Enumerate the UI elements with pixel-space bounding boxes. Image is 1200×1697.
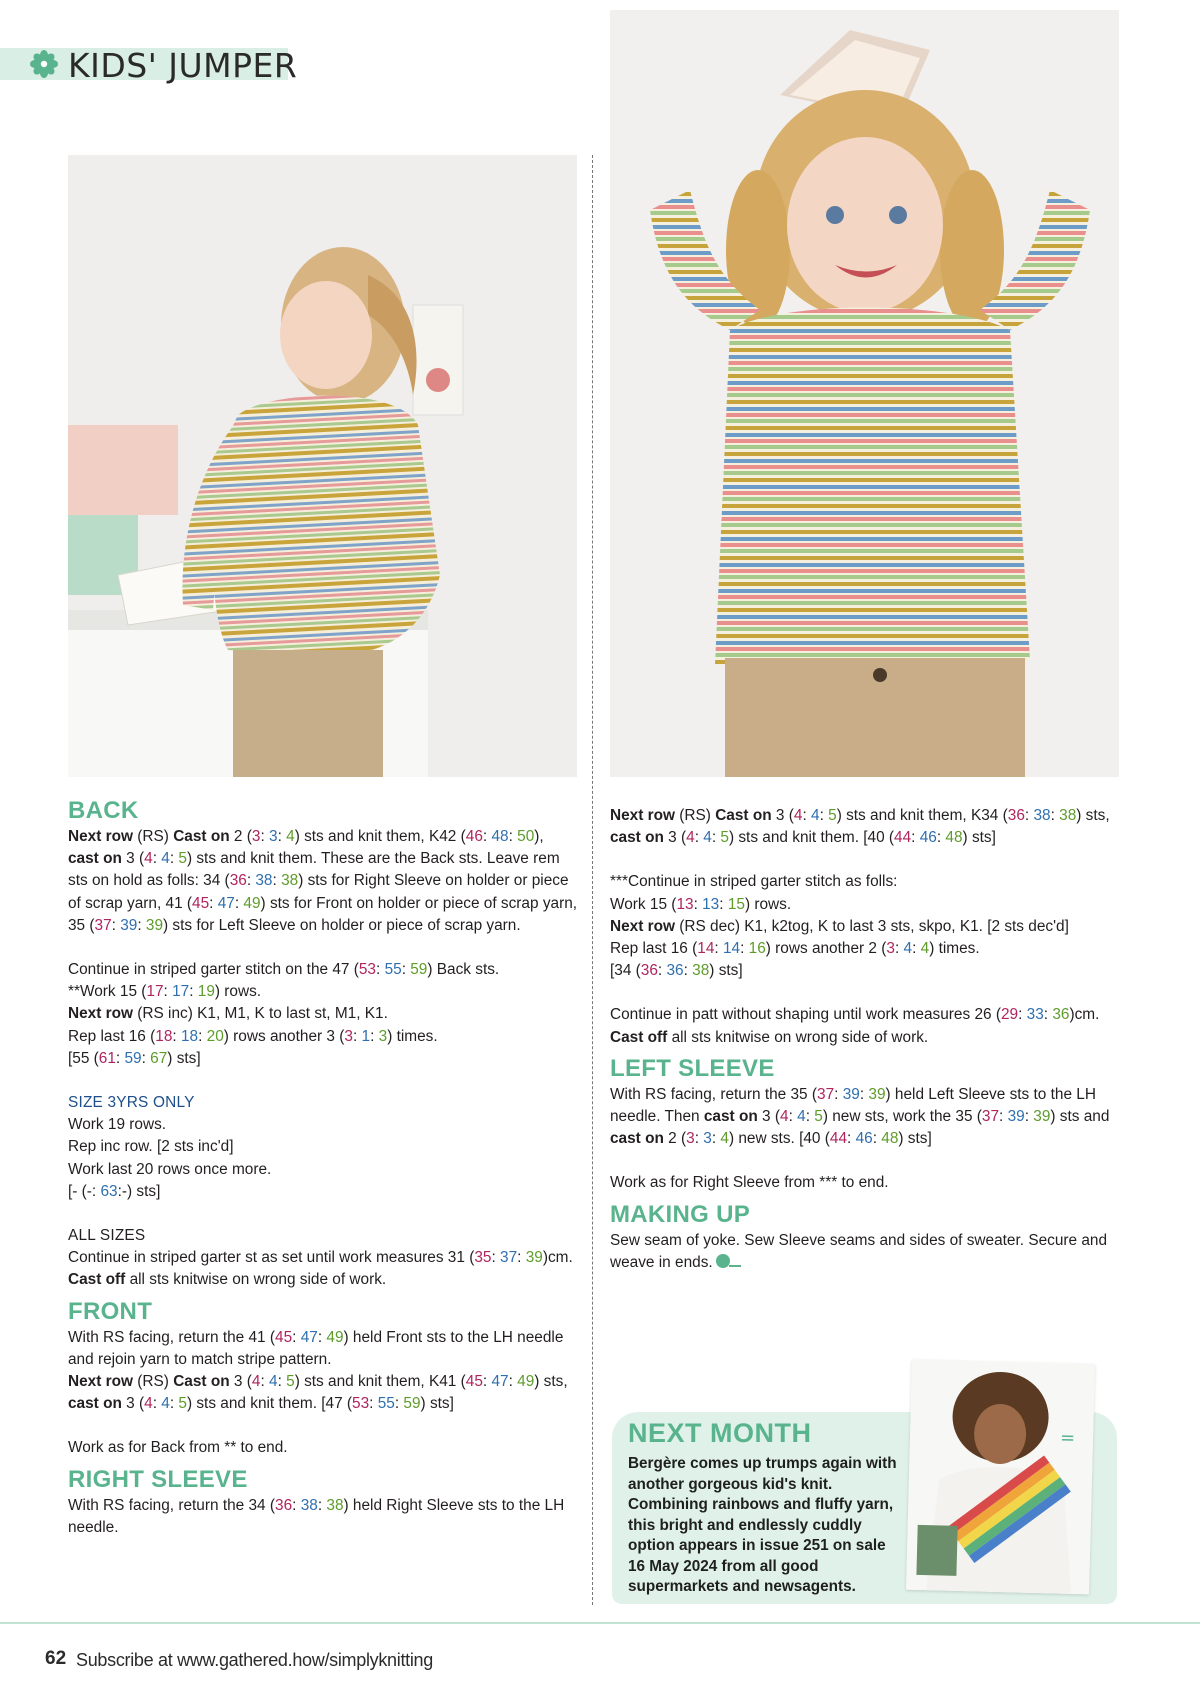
text-run: : [152,1395,162,1413]
size-value: 38 [1033,807,1051,824]
text-run: ) times. [387,1027,438,1045]
text-run: : [292,1496,301,1514]
text-run: : [115,1049,125,1067]
text-run: ) rows. [214,983,262,1001]
text-run: [34 ( [610,962,641,980]
paragraph [610,1027,1120,1049]
text-run: (RS) [675,807,716,824]
text-run: : [277,1373,287,1391]
text-run: : [683,962,693,980]
text-run: : [911,829,920,847]
text-run: ***Continue in striped garter stitch as folls: [610,873,898,891]
text-run: : [788,1108,798,1126]
text-run: : [260,828,269,845]
size-value: 13 [676,895,694,913]
text-run: : [999,1108,1008,1126]
bold-term: Cast on [173,828,230,845]
text-run: ) sts, [1076,807,1110,824]
svg-text:=: = [1059,1427,1076,1449]
size-value: 1 [361,1027,371,1045]
photo-girl-front-view [610,10,1119,777]
next-month-photo [906,1360,1095,1595]
text-run: : [152,850,162,868]
flower-icon [30,50,58,78]
size-value: 16 [748,940,766,958]
size-value: 4 [793,807,803,824]
text-run: Rep last 16 ( [610,940,698,958]
size-value: 61 [98,1049,116,1067]
size-value: 37 [500,1249,518,1267]
size-value: 38 [300,1496,318,1514]
text-run: : [1043,1006,1053,1024]
size-value: 48 [491,828,509,845]
subheading-all-sizes: ALL SIZES [68,1227,146,1245]
text-run: 3 ( [121,850,145,868]
text-run: ) held Right Sleeve sts to the LH needle. [68,1496,565,1536]
paragraph [68,1247,578,1269]
text-run: : [260,1373,269,1391]
text-run: : [246,872,256,890]
text-run: ) sts] [962,829,996,847]
bold-term: cast on [610,829,664,847]
text-run: : [277,828,287,845]
text-run: ) sts] [420,1395,454,1413]
size-value: 36 [1007,807,1025,824]
paragraph [68,1437,578,1459]
text-run: : [847,1130,856,1148]
size-value: 29 [1000,1006,1019,1024]
size-value: 4 [161,1395,170,1413]
size-value: 3 [344,1027,353,1045]
size-value: 4 [251,1373,261,1391]
text-run: : [482,828,492,845]
size-value: 38 [255,872,273,890]
size-value: 50 [517,828,535,845]
text-run: ) sts for Right Sleeve on holder or piece of scrap yarn, 41 ( [68,872,569,912]
size-value: 55 [377,1395,395,1413]
text-run: Continue in patt without shaping until work measures 26 ( [610,1006,1001,1024]
bold-term: Next row [68,828,133,845]
text-run: (RS) [133,828,174,845]
text-run: : [234,894,244,912]
size-value: 47 [300,1328,318,1346]
text-run: ) new sts, work the 35 ( [822,1108,982,1126]
pattern-column-right [610,805,1120,1274]
paragraph [610,960,1120,982]
text-run: : [394,1395,404,1413]
size-value: 20 [206,1027,224,1045]
text-run: With RS facing, return the 41 ( [68,1328,276,1346]
text-run: 3 ( [771,807,794,824]
text-run: 3 ( [663,829,687,847]
size-value: 4 [920,940,930,958]
footer-rule [0,1622,1200,1624]
size-value: 36 [275,1496,293,1514]
size-value: 3 [886,940,895,958]
pattern-column-left [68,797,578,1539]
text-run: Work 15 ( [610,895,677,913]
text-run: : [169,850,179,868]
size-value: 4 [780,1108,789,1126]
size-value: 3 [251,828,261,845]
paragraph [68,1371,578,1415]
paragraph [610,894,1120,916]
size-value: 3 [703,1130,712,1148]
text-run: )cm. [1069,1006,1100,1024]
text-run: : [894,940,904,958]
text-run: : [209,894,218,912]
size-value: 59 [124,1049,142,1067]
size-value: 63 [100,1182,118,1200]
paragraph [610,1084,1120,1151]
making-up-text [610,1232,1107,1271]
text-run: ) sts for Left Sleeve on holder or piece of scrap yarn. [163,916,521,934]
text-run: Continue in striped garter st as set until work measures 31 ( [68,1249,475,1267]
size-value: 13 [702,895,720,913]
size-value: 36 [640,962,658,980]
size-value: 44 [894,829,912,847]
text-run: ) sts] [167,1049,201,1067]
size-value: 46 [465,828,483,845]
text-run: : [1024,807,1034,824]
text-run: all sts knitwise on wrong side of work. [125,1271,387,1289]
size-value: 4 [144,1395,153,1413]
size-value: 4 [811,807,820,824]
heading-right-sleeve: RIGHT SLEEVE [68,1465,248,1493]
text-run: : [694,829,704,847]
size-value: 5 [720,829,729,847]
text-run: : [1024,1108,1034,1126]
text-run: ) sts and knit them. [47 ( [186,1395,353,1413]
bold-term: Cast off [610,1028,668,1046]
size-value: 3 [686,1130,695,1148]
text-run: : [719,895,728,913]
size-value: 39 [120,916,138,934]
size-value: 38 [281,872,299,890]
heading-left-sleeve: LEFT SLEEVE [610,1054,775,1082]
text-run: ) sts, [534,1373,568,1391]
subscribe-link[interactable]: Subscribe at www.gathered.how/simplyknitting [76,1650,433,1670]
size-value: 4 [286,828,295,845]
text-run: : [317,1328,327,1346]
text-run: : [859,1085,869,1103]
bold-term: cast on [68,1395,122,1413]
text-run: With RS facing, return the 34 ( [68,1496,276,1514]
size-value: 4 [161,850,170,868]
paragraph [610,916,1120,938]
paragraph: Work 19 rows. [68,1116,167,1134]
size-value: 4 [144,850,153,868]
size-value: 36 [229,872,247,890]
text-run: [- (-: [68,1182,101,1200]
text-run: : [711,1130,721,1148]
size-value: 17 [146,983,164,1001]
text-run: : [111,916,121,934]
text-run: :-) sts] [117,1182,161,1200]
size-value: 45 [192,894,210,912]
text-run: ) sts and knit them, K42 ( [294,828,466,845]
size-value: 38 [1059,807,1077,824]
size-value: 39 [842,1085,860,1103]
size-value: 38 [692,962,710,980]
size-value: 19 [197,983,215,1001]
paragraph [68,1003,578,1025]
text-run: : [189,983,198,1001]
paragraph [610,1172,1120,1194]
bold-term: cast on [68,850,122,868]
size-value: 4 [720,1130,729,1148]
size-value: 45 [275,1328,293,1346]
paragraph [68,981,578,1003]
size-value: 39 [525,1249,543,1267]
next-month-text: Bergère comes up trumps again with another gorgeous kid's knit. Combining rainbows and fluffy yarn, this bright and endlessly cuddly option appears in issue 251 on sale 16 May 2024 from all good supermarkets and newsagents. [628,1455,897,1595]
text-run: : [517,1249,526,1267]
text-run: : [198,1027,207,1045]
text-run: (RS dec) K1, k2tog, K to last 3 sts, skpo, K1. [2 sts dec'd] [675,917,1069,935]
size-value: 59 [403,1395,421,1413]
bold-term: cast on [610,1130,664,1148]
size-value: 39 [145,916,164,934]
text-run: With RS facing, return the 35 ( [610,1085,818,1103]
text-run: ) sts and [1050,1108,1110,1126]
paragraph: Rep inc row. [2 sts inc'd] [68,1138,234,1156]
text-run: : [272,872,282,890]
text-run: ) sts] [898,1130,932,1148]
size-value: 39 [868,1085,886,1103]
paragraph [610,871,1120,893]
size-value: 3 [378,1027,388,1045]
text-run: Sew seam of yoke. Sew Sleeve seams and sides of sweater. Secure and weave in ends. [610,1231,1108,1271]
text-run: ) held Front sts to the LH needle and rejoin yarn to match stripe pattern. [68,1328,564,1368]
text-run: : [163,983,173,1001]
text-run: : [508,1373,518,1391]
text-run: ) sts] [709,962,743,980]
text-run: (RS inc) K1, M1, K to last st, M1, K1. [133,1005,388,1023]
text-run: ) new sts. [40 ( [728,1130,830,1148]
text-run: : [137,916,146,934]
text-run: : [711,829,721,847]
size-value: 49 [517,1373,535,1391]
text-run: : [834,1085,843,1103]
text-run: )cm. [542,1249,573,1267]
text-run: ) sts for Front on holder or piece of scrap yarn, 35 ( [68,894,578,934]
size-value: 36 [1052,1006,1070,1024]
size-value: 67 [150,1049,168,1067]
page-title: KIDS' JUMPER [68,46,298,85]
paragraph [68,1181,578,1203]
bold-term: Cast off [68,1271,126,1289]
heading-back: BACK [68,797,139,824]
text-run: : [401,961,411,979]
text-run: ) rows another 3 ( [223,1027,345,1045]
size-value: 45 [465,1373,483,1391]
size-value: 39 [1007,1108,1025,1126]
text-run: 2 ( [663,1130,687,1148]
text-run: : [352,1027,362,1045]
text-run: Rep last 16 ( [68,1027,156,1045]
paragraph [610,938,1120,960]
size-value: 39 [1033,1108,1051,1126]
subheading-size-3yrs: SIZE 3YRS ONLY [68,1094,195,1112]
size-value: 4 [703,829,712,847]
bold-term: Next row [68,1005,133,1023]
size-value: 48 [881,1130,899,1148]
heading-making-up: MAKING UP [610,1200,751,1228]
size-value: 5 [286,1373,295,1391]
text-run: : [172,1027,181,1045]
bold-term: Next row [610,917,675,935]
size-value: 5 [828,807,837,824]
bold-term: Cast on [715,807,772,824]
bold-term: Next row [68,1373,133,1391]
size-value: 55 [384,961,402,979]
text-run: ) rows another 2 ( [765,940,887,958]
size-value: 14 [697,940,715,958]
text-run: : [740,940,749,958]
text-run: **Work 15 ( [68,983,147,1001]
size-value: 14 [722,940,741,958]
text-run: ), [534,828,544,845]
size-value: 37 [981,1108,1000,1126]
text-run: Work as for Right Sleeve from *** to end. [610,1174,889,1192]
size-value: 49 [326,1328,344,1346]
text-run: : [491,1249,501,1267]
size-value: 5 [178,850,187,868]
text-run: ) sts and knit them. [40 ( [728,829,895,847]
text-run: 3 ( [757,1108,780,1126]
text-run: Work as for Back from ** to end. [68,1439,288,1457]
paragraph [610,1230,1120,1274]
text-run: : [1018,1006,1027,1024]
size-value: 37 [817,1085,835,1103]
size-value: 15 [727,895,745,913]
size-value: 48 [945,829,963,847]
heading-front: FRONT [68,1297,153,1325]
paragraph [610,805,1120,849]
text-run: : [805,1108,815,1126]
size-value: 18 [180,1027,199,1045]
text-run: : [802,807,811,824]
text-run: : [376,961,385,979]
paragraph [610,1004,1120,1026]
size-value: 5 [814,1108,823,1126]
text-run: : [292,1328,301,1346]
text-run: ) held Left Sleeve sts to the LH needle. Then [610,1085,1096,1126]
next-month-title: NEXT MONTH [628,1418,812,1448]
size-value: 53 [352,1395,370,1413]
size-value: 36 [666,962,684,980]
text-run: ) times. [929,940,980,958]
size-value: 35 [474,1249,492,1267]
size-value: 4 [797,1108,806,1126]
end-mark-icon [715,1253,743,1269]
text-run: 2 ( [229,828,252,845]
text-run: : [169,1395,179,1413]
text-run: : [482,1373,492,1391]
bold-term: cast on [703,1108,758,1126]
text-run: : [912,940,921,958]
paragraph [68,1327,578,1371]
text-run: ) sts and knit them, K34 ( [836,807,1008,824]
bold-term: Next row [610,807,675,824]
text-run: : [693,895,703,913]
text-run: : [369,1395,378,1413]
text-run: ) rows. [744,895,792,913]
size-value: 49 [243,894,261,912]
size-value: 3 [269,828,278,845]
paragraph [68,1026,578,1048]
size-value: 47 [217,894,235,912]
photo-girl-back-view [68,155,577,777]
size-value: 38 [326,1496,344,1514]
text-run: : [1050,807,1060,824]
text-run: : [508,828,518,845]
paragraph [68,1495,578,1539]
size-value: 18 [155,1027,173,1045]
text-run: ) sts and knit them. These are the Back sts. Leave rem sts on hold as folls: 34 ( [68,850,560,890]
text-run: 3 ( [229,1373,252,1391]
size-value: 47 [491,1373,509,1391]
text-run: ) Back sts. [427,961,500,979]
text-run: : [872,1130,882,1148]
size-value: 4 [686,829,695,847]
paragraph [68,1269,578,1291]
size-value: 53 [358,961,376,979]
size-value: 33 [1026,1006,1044,1024]
paragraph [68,959,578,981]
size-value: 5 [178,1395,187,1413]
text-run: ) sts and knit them, K41 ( [294,1373,466,1391]
bold-term: Cast on [173,1373,230,1391]
paragraph [68,1048,578,1070]
size-value: 37 [94,916,112,934]
page-number: 62 [45,1648,67,1669]
size-value: 4 [269,1373,278,1391]
size-value: 46 [855,1130,873,1148]
text-run: : [936,829,946,847]
size-value: 46 [919,829,937,847]
text-run: : [657,962,667,980]
text-run: : [714,940,723,958]
text-run: [55 ( [68,1049,99,1067]
text-run: (RS) [133,1373,174,1391]
size-value: 17 [172,983,190,1001]
text-run: Continue in striped garter stitch on the 47 ( [68,961,359,979]
paragraph [68,826,578,937]
text-run: : [694,1130,704,1148]
size-value: 59 [410,961,428,979]
text-run: : [317,1496,327,1514]
column-divider [592,155,593,1605]
text-run: all sts knitwise on wrong side of work. [667,1028,929,1046]
size-value: 4 [903,940,913,958]
text-run: : [141,1049,151,1067]
size-value: 44 [829,1130,848,1148]
paragraph: Work last 20 rows once more. [68,1160,272,1178]
text-run: 3 ( [121,1395,145,1413]
text-run: : [370,1027,379,1045]
text-run: : [819,807,829,824]
